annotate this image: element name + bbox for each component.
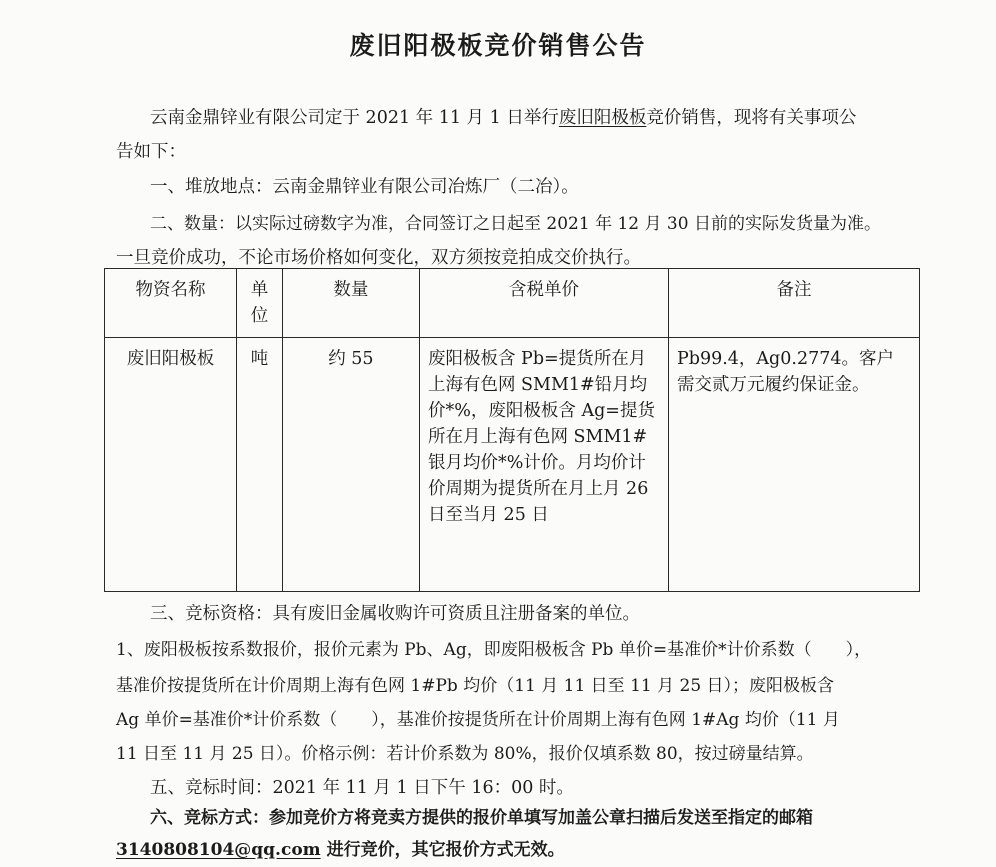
section-bid-method-line2 xyxy=(116,838,565,862)
section-storage-location: 一、堆放地点：云南金鼎锌业有限公司冶炼厂（二冶）。 xyxy=(150,177,579,197)
table-row xyxy=(105,338,920,592)
intro-line2: 告如下： xyxy=(116,142,186,162)
document-title: 废旧阳极板竞价销售公告 xyxy=(349,31,647,60)
table-header-row xyxy=(105,269,920,338)
intro-item: 废旧阳极板 xyxy=(558,108,647,128)
email-link[interactable]: 3140808104@qq.com xyxy=(116,840,321,860)
cell-note: Pb99.4，Ag0.2774。客户需交贰万元履约保证金。 xyxy=(668,338,919,592)
header-unit: 单位 xyxy=(237,269,283,338)
header-name: 物资名称 xyxy=(105,269,237,338)
section-qualification: 三、竞标资格：具有废旧金属收购许可资质且注册备案的单位。 xyxy=(150,604,640,624)
section-bid-method: 六、竞标方式：参加竞价方将竞卖方提供的报价单填写加盖公章扫描后发送至指定的邮箱 xyxy=(150,808,813,828)
intro-suffix: 竞价销售，现将有关事项公 xyxy=(646,108,857,128)
items-table xyxy=(104,268,920,592)
intro-prefix: 云南金鼎锌业有限公司定于 2021 年 11 月 1 日举行 xyxy=(150,108,559,128)
pricing-line-3: Ag 单价=基准价*计价系数（ ），基准价按提货所在计价周期上海有色网 1#Ag 均价（11 月 xyxy=(116,710,840,730)
cell-qty: 约 55 xyxy=(282,338,419,592)
header-price: 含税单价 xyxy=(420,269,669,338)
pricing-line-2: 基准价按提货所在计价周期上海有色网 1#Pb 均价（11 月 11 日至 11 月 25 日）；废阳极板含 xyxy=(116,676,835,696)
cell-price: 废阳极板含 Pb=提货所在月上海有色网 SMM1#铅月均价*%，废阳极板含 Ag=提货所在月上海有色网 SMM1#银月均价*%计价。月均价计价周期为提货所在月上月 26 日至当月 25 日 xyxy=(420,338,669,592)
bid-method-tail: 进行竞价，其它报价方式无效。 xyxy=(320,840,565,860)
section-bid-time: 五、竞标时间：2021 年 11 月 1 日下午 16：00 时。 xyxy=(150,778,574,798)
section-quantity-line1: 二、数量：以实际过磅数字为准，合同签订之日起至 2021 年 12 月 30 日前的实际发货量为准。 xyxy=(150,214,881,234)
header-qty: 数量 xyxy=(282,269,419,338)
section-quantity-line2: 一旦竞价成功，不论市场价格如何变化，双方须按竞拍成交价执行。 xyxy=(116,248,641,268)
intro-line xyxy=(150,106,856,130)
pricing-line-4: 11 日至 11 月 25 日）。价格示例：若计价系数为 80%，报价仅填系数 80，按过磅量结算。 xyxy=(116,744,814,764)
pricing-line-1: 1、废阳极板按系数报价，报价元素为 Pb、Ag，即废阳极板含 Pb 单价=基准价*计价系数（ ）， xyxy=(116,640,872,660)
cell-name: 废旧阳极板 xyxy=(105,338,237,592)
header-note: 备注 xyxy=(668,269,919,338)
cell-unit: 吨 xyxy=(237,338,283,592)
